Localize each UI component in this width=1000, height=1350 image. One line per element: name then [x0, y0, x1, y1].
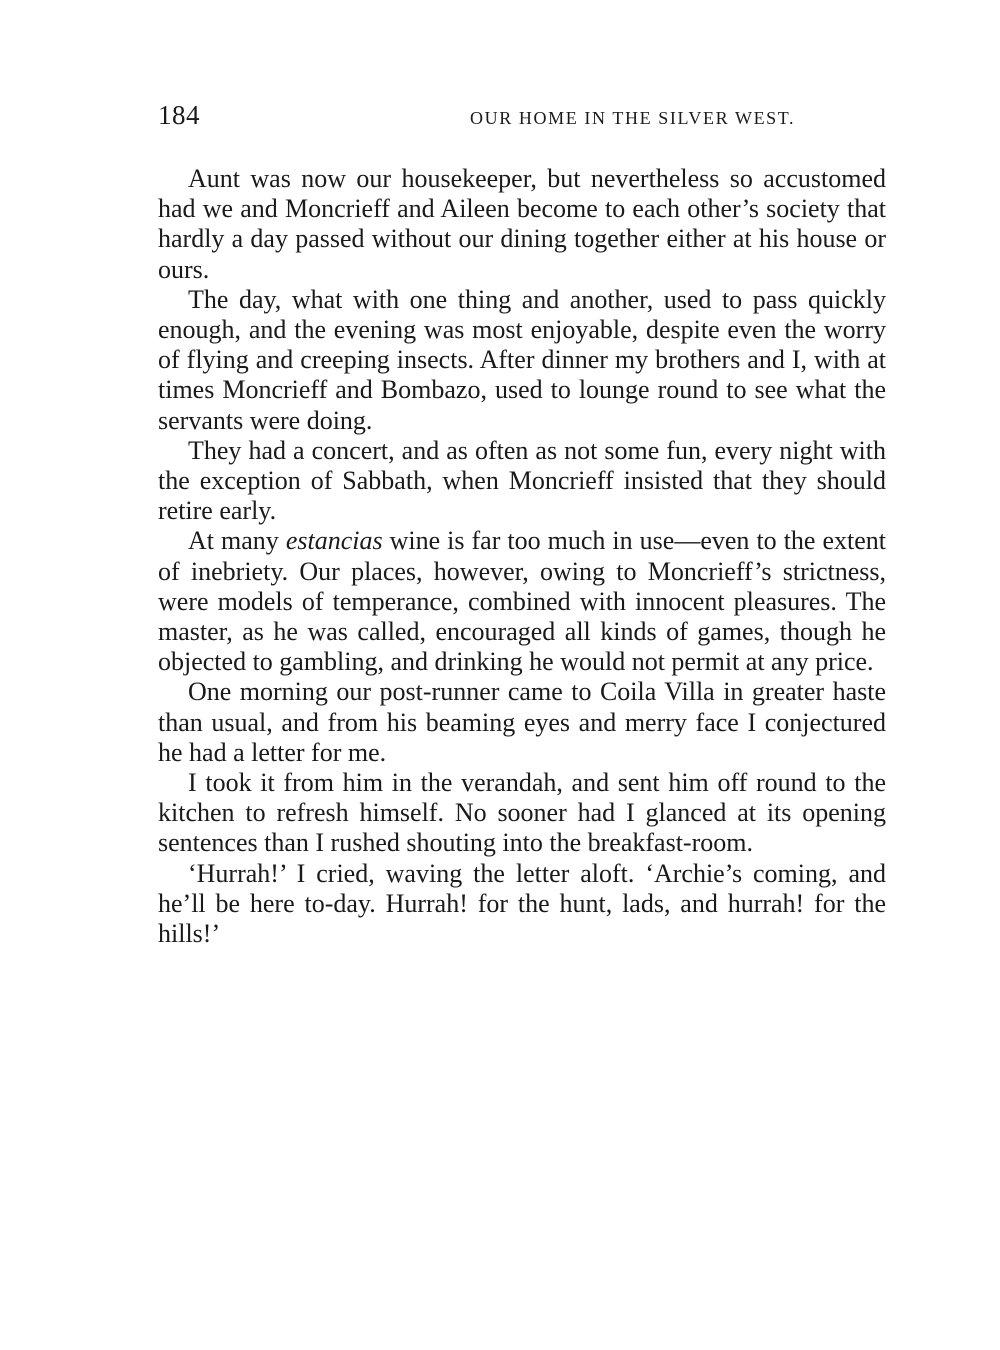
- paragraph: One morning our post-runner came to Coila Villa in greater haste than usual, and from his beaming eyes and merry face I conjectured he had a letter for me.: [158, 677, 886, 767]
- paragraph: They had a concert, and as often as not some fun, every night with the exception of Sabbath, when Moncrieff insisted that they should retire early.: [158, 435, 886, 526]
- paragraph: Aunt was now our housekeeper, but nevertheless so accustomed had we and Moncrieff and Aileen become to each other’s society that hardly a day passed without our dining together either at his house or ours.: [158, 164, 886, 284]
- italic-term: estancias: [285, 526, 383, 556]
- page-header: [158, 100, 888, 136]
- paragraph: I took it from him in the verandah, and sent him off round to the kitchen to refresh himself. No sooner had I glanced at its opening sentences than I rushed shouting into the breakfast-room.: [158, 768, 886, 858]
- paragraph-text-start: At many: [188, 526, 286, 556]
- body-text: [158, 164, 886, 949]
- paragraph-text-end: wine is far too much in use—even to the extent of inebriety. Our places, however, owing to Moncrieff’s strictness, were models of temperance, combined with innocent pleasures. The master, as he was called, encouraged all kinds of games, though he objected to gambling, and drinking he would not permit at any price.: [158, 526, 887, 677]
- page-number: 184: [158, 100, 200, 130]
- running-head: OUR HOME IN THE SILVER WEST.: [470, 108, 796, 128]
- paragraph: ‘Hurrah!’ I cried, waving the letter aloft. ‘Archie’s coming, and he’ll be here to-day. Hurrah! for the hunt, lads, and hurrah! for the hills!’: [158, 858, 886, 949]
- paragraph: [158, 526, 886, 677]
- paragraph: The day, what with one thing and another, used to pass quickly enough, and the evening was most enjoyable, despite even the worry of flying and creeping insects. After dinner my brothers and I, with at times Moncrieff and Bombazo, used to lounge round to see what the servants were doing.: [158, 284, 886, 435]
